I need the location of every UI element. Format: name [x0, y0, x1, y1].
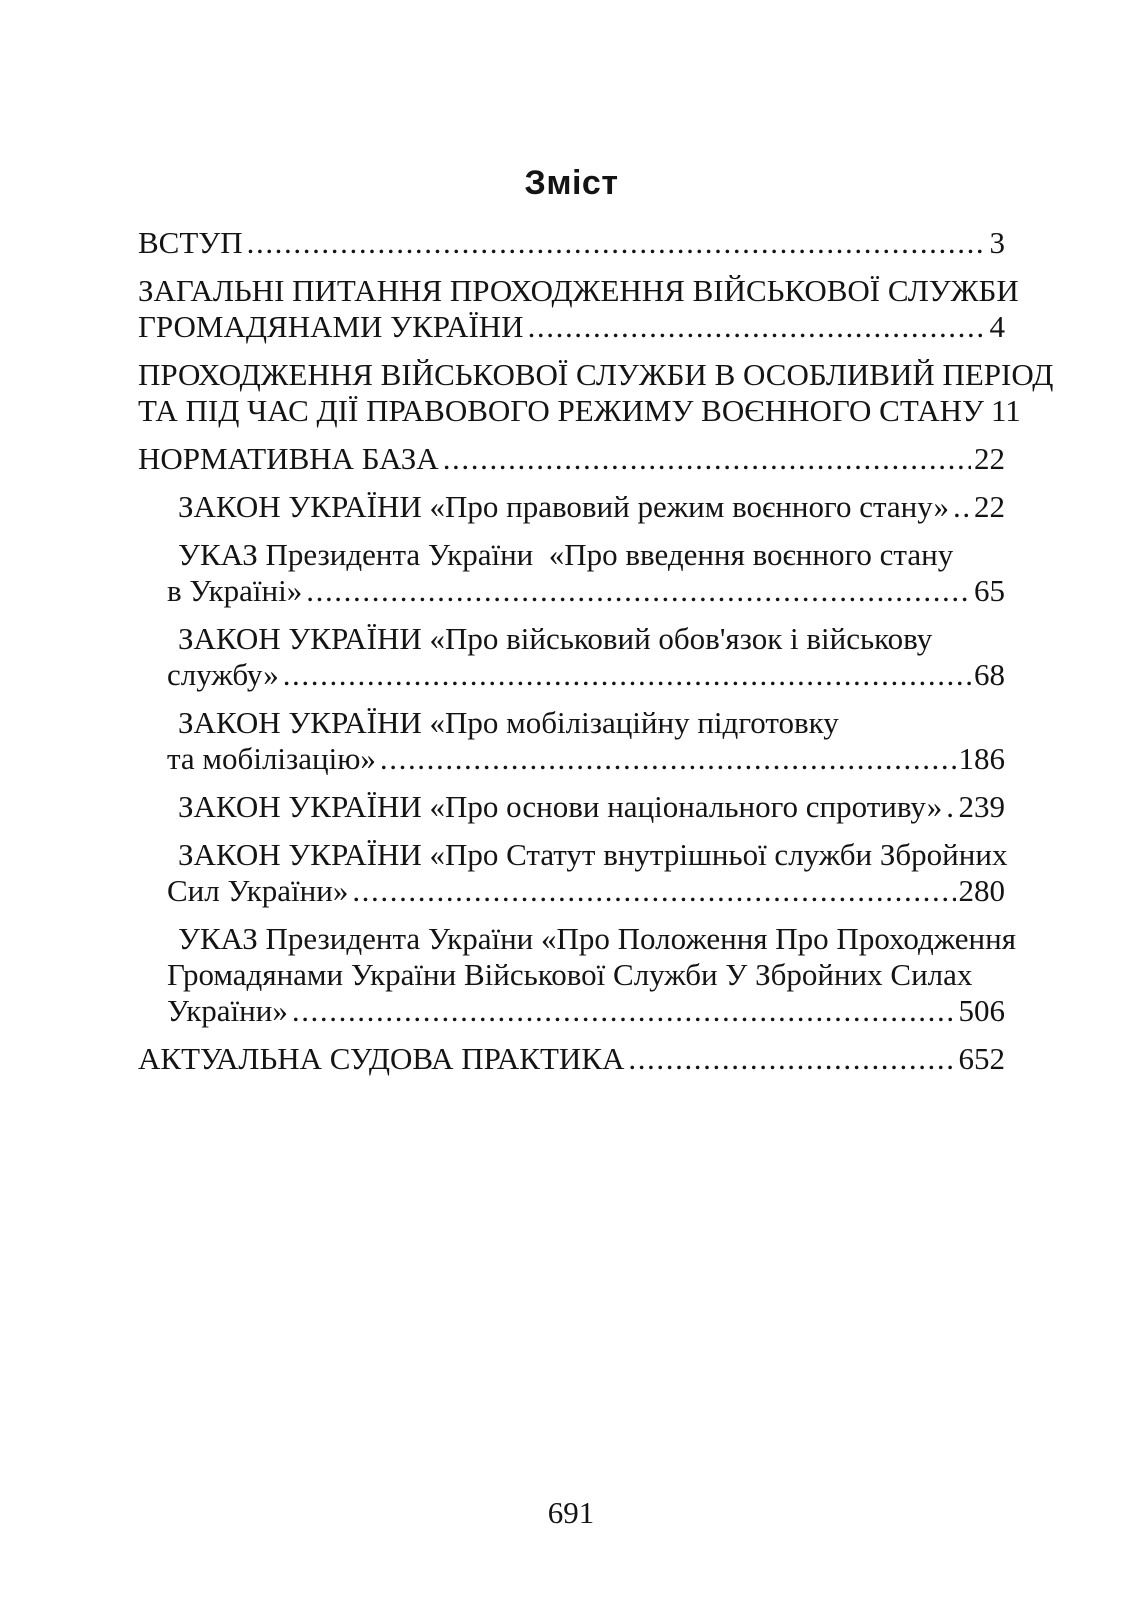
toc-entry-line: УКАЗ Президента України «Про введення воєнного стану: [178, 537, 954, 572]
toc-page-number: 22: [974, 489, 1005, 524]
toc-entry-line: [167, 741, 1005, 777]
toc-entry-line: [138, 309, 1005, 345]
dot-leader: [283, 657, 971, 693]
toc-entry-text: в Україні»: [167, 573, 303, 608]
toc-page-number: 186: [958, 741, 1005, 776]
page-title: Зміст: [524, 164, 619, 202]
toc-entry-line: [167, 873, 1005, 909]
toc-entry: [138, 621, 1005, 693]
toc-entry-text: України»: [167, 993, 288, 1028]
toc-entry-line: [178, 789, 1005, 825]
toc-entry-line: [167, 573, 1005, 609]
toc-entry-line: [138, 225, 1005, 261]
toc-entry: [138, 273, 1019, 345]
toc-page-number: 652: [958, 1041, 1005, 1076]
dot-leader: [946, 789, 955, 825]
toc-entry: [138, 225, 1005, 261]
toc-entry-text: ЗАКОН УКРАЇНИ «Про правовий режим воєнного стану»: [178, 489, 950, 524]
toc-entry: [138, 1041, 1005, 1077]
toc-entry: [138, 489, 1005, 525]
toc-page-number: 65: [974, 573, 1005, 608]
toc-entry: [138, 837, 1008, 909]
toc-entry-text: ТА ПІД ЧАС ДІЇ ПРАВОВОГО РЕЖИМУ ВОЄННОГО СТАНУ: [138, 393, 984, 428]
toc-page-number: 22: [974, 441, 1005, 476]
toc-page-number: 506: [958, 993, 1005, 1028]
toc-entry: [138, 921, 1016, 1029]
toc-entry-line: [138, 393, 1021, 429]
dot-leader: [443, 441, 971, 477]
dot-leader: [306, 573, 971, 609]
toc-entry: [138, 537, 1005, 609]
toc-page-number: 280: [958, 873, 1005, 908]
toc-list: [138, 225, 1054, 1077]
toc-page-number: 3: [989, 225, 1005, 260]
toc-entry-text: НОРМАТИВНА БАЗА: [138, 441, 439, 476]
dot-leader: [628, 1041, 955, 1077]
toc-entry-line: [178, 489, 1005, 525]
dot-leader: [292, 993, 956, 1029]
toc-entry-line: [167, 993, 1005, 1029]
toc-content: [138, 163, 1054, 1077]
toc-entry-text: Сил України»: [167, 873, 349, 908]
toc-entry-line: [138, 441, 1005, 477]
folio-page-number: 691: [547, 1495, 595, 1530]
toc-entry: [138, 441, 1005, 477]
toc-entry: [138, 357, 1054, 429]
toc-entry-text: АКТУАЛЬНА СУДОВА ПРАКТИКА: [138, 1041, 625, 1076]
toc-entry-line: ПРОХОДЖЕННЯ ВІЙСЬКОВОЇ СЛУЖБИ В ОСОБЛИВИЙ ПЕРІОД: [138, 357, 1054, 392]
toc-page-number: 68: [974, 657, 1005, 692]
toc-entry: [138, 789, 1005, 825]
dot-leader: [247, 225, 987, 261]
toc-entry-line: ЗАГАЛЬНІ ПИТАННЯ ПРОХОДЖЕННЯ ВІЙСЬКОВОЇ СЛУЖБИ: [138, 273, 1019, 308]
toc-page-number: 239: [958, 789, 1005, 824]
dot-leader: [528, 309, 987, 345]
dot-leader: [352, 873, 955, 909]
toc-entry-line: ЗАКОН УКРАЇНИ «Про Статут внутрішньої служби Збройних: [178, 837, 1008, 872]
toc-entry-text: ГРОМАДЯНАМИ УКРАЇНИ: [138, 309, 524, 344]
toc-entry-text: службу»: [167, 657, 279, 692]
toc-entry-text: ЗАКОН УКРАЇНИ «Про основи національного спротиву»: [178, 789, 943, 824]
toc-entry-text: та мобілізацію»: [167, 741, 376, 776]
dot-leader: [380, 741, 956, 777]
toc-entry-line: УКАЗ Президента України «Про Положення Про Проходження: [178, 921, 1016, 956]
toc-entry-line: [167, 657, 1005, 693]
toc-entry-line: ЗАКОН УКРАЇНИ «Про мобілізаційну підготовку: [178, 705, 839, 740]
toc-entry-line: ЗАКОН УКРАЇНИ «Про військовий обов'язок і військову: [178, 621, 933, 656]
toc-entry: [138, 705, 1005, 777]
toc-entry-line: [138, 1041, 1005, 1077]
toc-entry-text: ВСТУП: [138, 225, 243, 260]
toc-page-number: 4: [989, 309, 1005, 344]
toc-entry-line: Громадянами України Військової Служби У Збройних Силах: [167, 957, 973, 992]
toc-page-number: 11: [990, 393, 1021, 428]
dot-leader: [953, 489, 971, 525]
